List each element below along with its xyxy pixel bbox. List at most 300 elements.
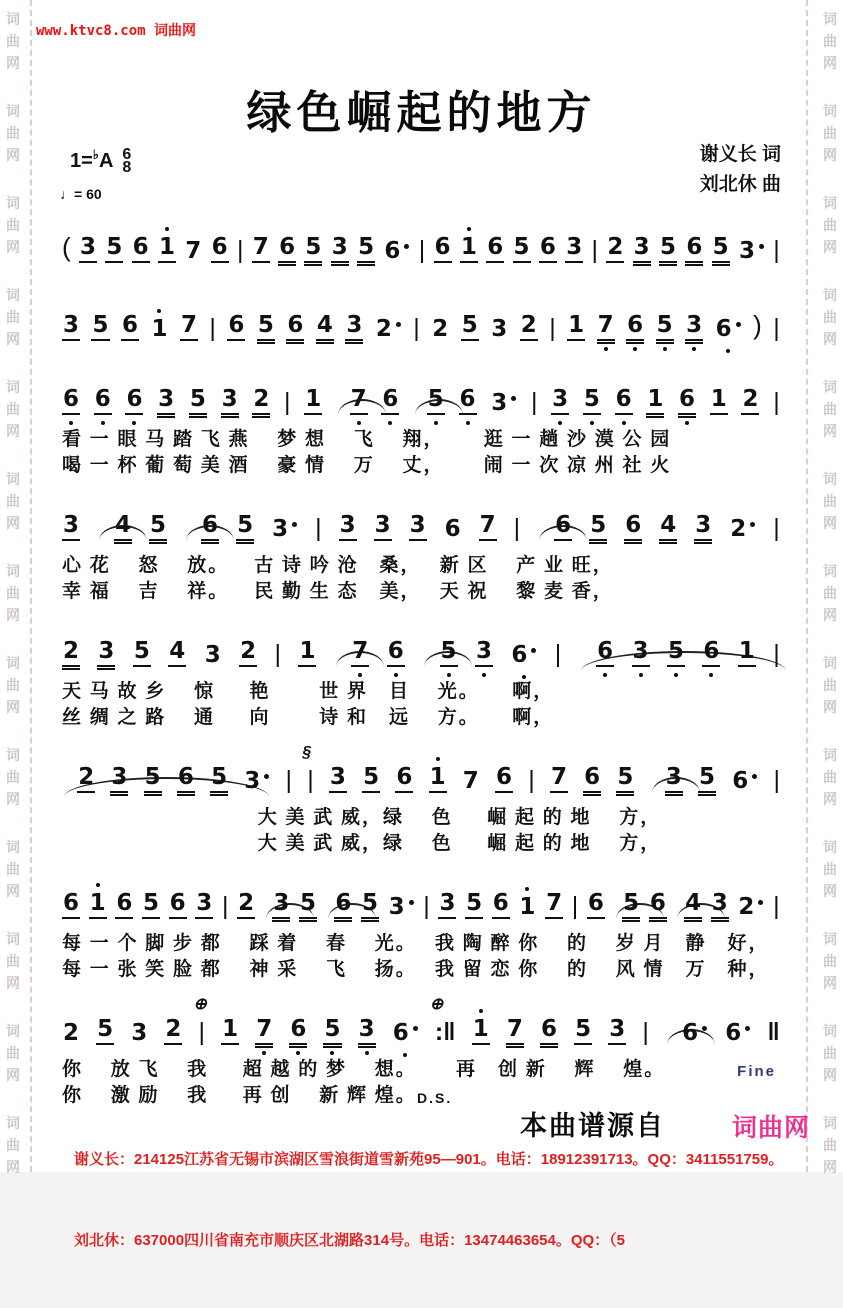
note: [539, 236, 557, 263]
note: [554, 514, 572, 541]
watermark-char: 词: [823, 931, 837, 947]
note: [667, 640, 685, 667]
barline: |: [221, 891, 229, 920]
note-number: 5: [324, 1016, 341, 1042]
note: [665, 766, 683, 793]
note-number: 5: [300, 890, 317, 916]
flat-sign-icon: ♭: [92, 147, 99, 162]
watermark-char: 网: [6, 1067, 20, 1083]
note: [475, 640, 493, 667]
repeat-barline: ‖: [767, 1017, 780, 1046]
notes-row: [62, 294, 780, 353]
lyric-row: 幸 福 吉 祥。 民 勤 生 态 美， 天 祝 黎 麦 香，: [62, 581, 614, 602]
watermark-char: 词: [823, 195, 837, 211]
note: [374, 514, 392, 541]
note-number: 6: [732, 768, 749, 794]
note: [741, 388, 759, 415]
note-number: 4: [685, 890, 702, 916]
watermark-char: 词: [6, 931, 20, 947]
watermark-char: 词: [823, 471, 837, 487]
note-number: 1: [151, 316, 168, 342]
note: [387, 640, 405, 667]
note-number: 3: [552, 386, 569, 412]
note-number: 6: [396, 764, 413, 790]
note-number: 5: [237, 512, 254, 538]
note-number: 6: [444, 516, 461, 542]
note: [62, 1022, 80, 1045]
note: [357, 236, 375, 263]
note-number: 2: [742, 386, 759, 412]
note-number: 5: [189, 386, 206, 412]
note: [334, 892, 352, 919]
note: [649, 892, 667, 919]
note: [289, 1018, 307, 1045]
note: [323, 1018, 341, 1045]
note-number: 6: [615, 386, 632, 412]
augmentation-dot: [511, 396, 516, 401]
note: [239, 640, 257, 667]
note-number: 3: [695, 512, 712, 538]
note: [587, 892, 605, 919]
watermark-group: [823, 1112, 837, 1178]
note: [278, 236, 296, 263]
note: [427, 388, 445, 415]
note-number: 3: [273, 890, 290, 916]
note: [211, 236, 229, 263]
watermark-group: [6, 8, 20, 74]
barline: |: [423, 891, 430, 920]
note: [518, 896, 536, 919]
note-number: 5: [211, 764, 228, 790]
note: [361, 892, 379, 919]
watermark-char: 曲: [823, 1137, 837, 1153]
watermark-group: [6, 928, 20, 994]
note: [77, 766, 95, 793]
note: [510, 644, 537, 667]
watermark-char: 网: [823, 55, 837, 71]
note: [486, 236, 504, 263]
note: [622, 892, 640, 919]
note-number: 2: [432, 316, 449, 342]
watermark-char: 网: [823, 423, 837, 439]
barline: |: [209, 313, 216, 342]
note-number: 6: [169, 890, 186, 916]
notes-row: [62, 743, 780, 805]
note: [608, 1018, 626, 1045]
note: [304, 388, 322, 415]
barline: |: [773, 235, 780, 264]
site-watermark-label: www.ktvc8.com 词曲网: [36, 23, 197, 39]
watermark-char: 网: [823, 147, 837, 163]
score-line: [62, 216, 780, 275]
note-number: 6: [132, 234, 149, 260]
note-number: 1: [305, 386, 322, 412]
note: [659, 514, 677, 541]
augmentation-dot: [745, 1026, 750, 1031]
note-number: 7: [185, 238, 202, 264]
note: [656, 314, 674, 341]
contact-line-lyricist: 谢义长：214125江苏省无锡市滨湖区雪浪街道雪新苑95—901。电话：18912391713。QQ：3411551759。: [74, 1151, 784, 1168]
watermark-char: 词: [823, 11, 837, 27]
octave-dot-low: [296, 1051, 300, 1055]
note-number: 1: [647, 386, 664, 412]
watermark-char: 曲: [6, 769, 20, 785]
octave-dot-low: [357, 421, 361, 425]
note: [329, 766, 347, 793]
watermark-group: [6, 1020, 20, 1086]
note: [164, 1018, 182, 1045]
watermark-char: 曲: [6, 677, 20, 693]
note: [738, 640, 756, 667]
watermark-char: 词: [6, 11, 20, 27]
tempo-marking: [60, 186, 102, 202]
note: [395, 766, 413, 793]
note: [252, 236, 270, 263]
dashed-rule-left: [30, 0, 32, 1172]
octave-dot-low: [434, 421, 438, 425]
note-number: 6: [63, 386, 80, 412]
note: [513, 236, 531, 263]
lyric-row: 看 一 眼 马 踏 飞 燕 梦 想 飞 翔， 逛 一 趟 沙 漠 公 园: [62, 429, 672, 450]
octave-dot-low: [633, 347, 637, 351]
note: [62, 514, 80, 541]
note: [358, 1018, 376, 1045]
watermark-char: 词: [6, 1023, 20, 1039]
watermark-char: 词: [6, 655, 20, 671]
note-number: 5: [142, 890, 159, 916]
note-number: 7: [350, 386, 367, 412]
note: [133, 640, 151, 667]
note: [144, 766, 162, 793]
watermark-group: [6, 652, 20, 718]
note: [565, 236, 583, 263]
barline: |: [530, 387, 538, 416]
note: [286, 314, 304, 341]
barline: |: [773, 513, 780, 542]
note: [724, 1022, 751, 1045]
augmentation-dot: [531, 648, 536, 653]
note: [121, 314, 139, 341]
note: [597, 314, 615, 341]
key-prefix: 1=: [70, 149, 93, 172]
note: [257, 314, 275, 341]
note: [685, 314, 703, 341]
note-number: 3: [111, 764, 128, 790]
note-number: 6: [126, 386, 143, 412]
watermark-char: 词: [6, 471, 20, 487]
octave-dot-low: [639, 673, 643, 677]
lyric-row: 喝 一 杯 葡 萄 美 酒 豪 情 万 丈， 闹 一 次 凉 州 社 火: [62, 455, 672, 476]
barline: |: [284, 387, 291, 416]
note: [540, 1018, 558, 1045]
note-number: 6: [387, 638, 404, 664]
watermark-char: 网: [6, 55, 20, 71]
note-number: 6: [434, 234, 451, 260]
note-number: 1: [89, 890, 106, 916]
augmentation-dot: [409, 900, 414, 905]
watermark-group: [6, 284, 20, 350]
note-number: 3: [196, 890, 213, 916]
note-number: 6: [584, 764, 601, 790]
note: [589, 514, 607, 541]
song-title: 绿色崛起的地方: [246, 87, 597, 138]
octave-dot-low: [663, 347, 667, 351]
note-number: 7: [550, 764, 567, 790]
watermark-char: 网: [823, 607, 837, 623]
octave-dot-low: [604, 347, 608, 351]
note: [659, 236, 677, 263]
note: [711, 892, 729, 919]
note-number: 3: [346, 312, 363, 338]
note-number: 4: [169, 638, 186, 664]
note: [583, 388, 601, 415]
lyric-row: 每 一 张 笑 脸 都 神 采 飞 扬。 我 留 恋 你 的 风 情 万 种，: [62, 959, 770, 980]
note: [180, 314, 198, 341]
note-number: 6: [487, 234, 504, 260]
note: [89, 892, 107, 919]
note-number: 6: [384, 238, 401, 264]
note: [731, 770, 758, 793]
note: [150, 318, 168, 341]
note-number: 2: [165, 1016, 182, 1042]
note: [615, 388, 633, 415]
note: [583, 766, 601, 793]
watermark-char: 词: [823, 563, 837, 579]
watermark-char: 曲: [6, 1045, 20, 1061]
close-paren: ): [753, 310, 762, 340]
octave-dot-low: [365, 1051, 369, 1055]
note-number: 5: [92, 312, 109, 338]
watermark-group: [823, 928, 837, 994]
note-number: 2: [253, 386, 270, 412]
augmentation-dot: [413, 1026, 418, 1031]
watermark-char: 曲: [823, 33, 837, 49]
contact-info: [74, 1092, 783, 1308]
note: [189, 388, 207, 415]
octave-dot-high: [436, 757, 440, 761]
octave-dot-high: [479, 1009, 483, 1013]
credits-block: [700, 140, 781, 200]
octave-dot-low: [674, 673, 678, 677]
octave-dot-low: [603, 673, 607, 677]
note-number: 6: [459, 386, 476, 412]
note-number: 6: [682, 1020, 699, 1046]
note-number: 5: [583, 386, 600, 412]
note: [596, 640, 614, 667]
note-number: 5: [150, 512, 167, 538]
note-number: 2: [63, 1020, 80, 1046]
watermark-group: [823, 1020, 837, 1086]
coda-icon: ⊕: [429, 995, 444, 1013]
watermark-char: 网: [6, 791, 20, 807]
barline: |: [554, 639, 562, 668]
note-number: 7: [252, 234, 269, 260]
watermark-char: 网: [6, 1159, 20, 1175]
note-number: 6: [686, 234, 703, 260]
barline: |: [773, 387, 780, 416]
octave-dot-low: [466, 421, 470, 425]
note: [694, 514, 712, 541]
score-line: [62, 498, 780, 605]
note: [157, 388, 175, 415]
note: [130, 1022, 148, 1045]
barline: |: [418, 235, 426, 264]
augmentation-dot: [759, 244, 764, 249]
note: [574, 1018, 592, 1045]
note-number: 6: [228, 312, 245, 338]
note: [388, 896, 415, 919]
watermark-group: [823, 8, 837, 74]
octave-dot-low: [692, 347, 696, 351]
score-line: [62, 624, 780, 731]
note-number: 5: [144, 764, 161, 790]
note: [465, 892, 483, 919]
watermark-char: 曲: [823, 677, 837, 693]
barline: |: [549, 313, 556, 342]
note-number: 5: [575, 1016, 592, 1042]
note-number: 3: [632, 638, 649, 664]
note-number: 3: [244, 768, 261, 794]
note: [712, 236, 730, 263]
watermark-group: [6, 192, 20, 258]
note: [210, 766, 228, 793]
note: [431, 318, 449, 341]
note-number: 6: [492, 890, 509, 916]
note: [409, 514, 427, 541]
watermark-char: 曲: [823, 309, 837, 325]
note-number: 5: [590, 512, 607, 538]
watermark-char: 网: [6, 423, 20, 439]
watermark-char: 词: [6, 287, 20, 303]
note: [142, 892, 160, 919]
note: [168, 640, 186, 667]
note: [110, 766, 128, 793]
watermark-char: 网: [823, 883, 837, 899]
note-number: 2: [238, 890, 255, 916]
lyric-row: 你 激 励 我 再 创 新 辉 煌。 D.S.: [62, 1083, 780, 1109]
note-number: 6: [211, 234, 228, 260]
note-number: 1: [710, 386, 727, 412]
note: [339, 514, 357, 541]
note-number: 6: [335, 890, 352, 916]
fine-label: Fine: [737, 1063, 776, 1080]
watermark-char: 词: [6, 1115, 20, 1131]
note-number: 2: [63, 638, 80, 664]
note: [729, 518, 756, 541]
watermark-group: [823, 744, 837, 810]
note: [298, 640, 316, 667]
note: [520, 314, 538, 341]
note-number: 3: [491, 316, 508, 342]
watermark-char: 曲: [6, 125, 20, 141]
octave-dot-low: [69, 421, 73, 425]
octave-dot-low: [394, 673, 398, 677]
lyric-row: 心 花 怒 放。 古 诗 吟 沧 桑， 新 区 产 业 旺，: [62, 555, 614, 576]
augmentation-dot: [404, 244, 409, 249]
note: [272, 892, 290, 919]
note: [362, 766, 380, 793]
note: [158, 236, 176, 263]
barline: |: [773, 313, 780, 342]
barline: |: [315, 513, 322, 542]
octave-dot-low: [132, 421, 136, 425]
note-number: 5: [97, 1016, 114, 1042]
lyric-row: 你 放 飞 我 超 越 的 梦 想。 再 创 新 辉 煌。 Fine: [62, 1057, 780, 1083]
lyric-row: 大 美 武 威，绿 色 崛 起 的 地 方，: [62, 833, 662, 854]
dashed-rule-right: [806, 0, 808, 1172]
note-number: 1: [429, 764, 446, 790]
note-number: 6: [116, 890, 133, 916]
note-number: 3: [566, 234, 583, 260]
octave-dot-high: [525, 887, 529, 891]
note-number: 5: [656, 312, 673, 338]
note-number: 2: [240, 638, 257, 664]
note-number: 3: [374, 512, 391, 538]
note-number: 6: [287, 312, 304, 338]
watermark-char: 曲: [823, 493, 837, 509]
notes-row: [62, 876, 780, 931]
note-number: 2: [738, 894, 755, 920]
note: [460, 236, 478, 263]
key-signature: [70, 148, 131, 174]
note: [702, 640, 720, 667]
segno-icon: §: [302, 743, 312, 761]
note: [243, 770, 270, 793]
note: [738, 240, 765, 263]
note: [479, 514, 497, 541]
note: [105, 236, 123, 263]
note-number: 5: [361, 890, 378, 916]
watermark-char: 词: [823, 655, 837, 671]
note: [606, 236, 624, 263]
note: [459, 388, 477, 415]
note: [149, 514, 167, 541]
note-number: 5: [623, 890, 640, 916]
note-number: 3: [409, 512, 426, 538]
augmentation-dot: [702, 1026, 707, 1031]
note-number: 5: [461, 312, 478, 338]
watermark-group: [6, 468, 20, 534]
watermark-char: 网: [823, 699, 837, 715]
note: [440, 640, 458, 667]
watermark-column-left: [2, 0, 24, 1175]
note-number: 4: [660, 512, 677, 538]
watermark-char: 网: [823, 239, 837, 255]
note: [62, 314, 80, 341]
notes-row: [62, 995, 780, 1057]
note: [236, 514, 254, 541]
repeat-barline: :‖ ⊕: [429, 995, 456, 1046]
watermark-char: 曲: [6, 401, 20, 417]
barline: |: [513, 513, 521, 542]
note: [698, 766, 716, 793]
note-number: 3: [475, 638, 492, 664]
note-number: 2: [730, 516, 747, 542]
note-number: 6: [202, 512, 219, 538]
watermark-char: 网: [823, 1067, 837, 1083]
note: [114, 514, 132, 541]
note-number: 6: [63, 890, 80, 916]
octave-dot-high: [165, 227, 169, 231]
note-number: 5: [363, 764, 380, 790]
lyric-row: 每 一 个 脚 步 都 踩 着 春 光。 我 陶 醉 你 的 岁 月 静 好，: [62, 933, 770, 954]
augmentation-dot: [264, 774, 269, 779]
note-number: 3: [98, 638, 115, 664]
octave-dot-low: [709, 673, 713, 677]
note-number: 6: [279, 234, 296, 260]
watermark-char: 网: [823, 515, 837, 531]
meter-bottom: 8: [122, 159, 132, 176]
